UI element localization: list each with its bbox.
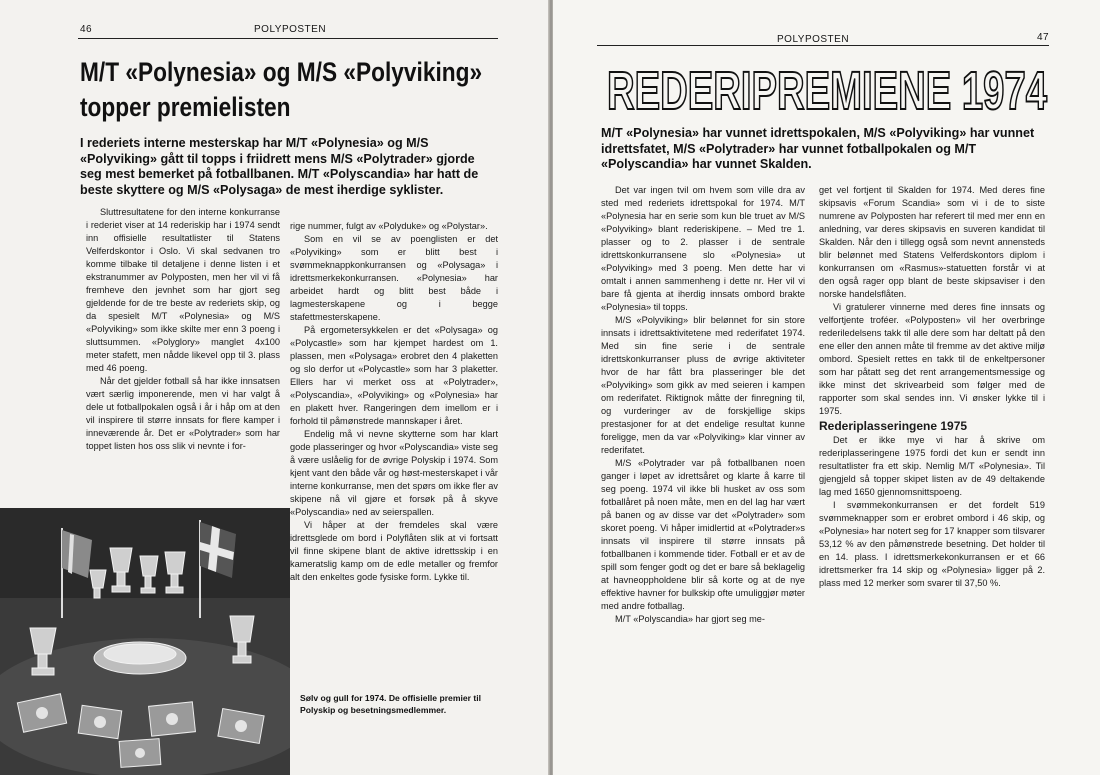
running-head-right: POLYPOSTEN (777, 34, 850, 45)
paragraph: rige nummer, fulgt av «Polyduke» og «Polystar». (290, 221, 488, 231)
header-rule-right (597, 45, 1049, 46)
masthead-svg (604, 63, 1050, 115)
paragraph: I svømmekonkurransen er det fordelt 519 svømmeknapper som er erobret ombord i 46 skip, og «Polynesia» har notert seg for 17 knapper som tilsvarer 53,12 % av den påmønstrede besetning. Det holder til en 14. plass. I idrettsmerkekonkurransen er et 66 idrettsmerker fra 14 skip og «Polynesia» ligger på 2. plass med 12 merker som svarer til 37,50 %. (819, 500, 1045, 588)
paragraph: M/S «Polyviking» blir belønnet for sin store innsats i idrettsaktivitetene med rederifatet 1974. Med sin fine serie i de sentrale idrettskonkurranser pluss de øvrige aktiviteter hvor de har fått bra plasseringer ble det «Polyviking» som gikk av med seieren i kampen om rederifatet. Riktignok måtte der finregning til, og vurderinger av de forskjellige skips prestasjoner for at det endelige resultat kunne foreligge, men da var «Polyviking» klar vinner av rederifatet. (601, 315, 805, 455)
trophies-illustration (0, 508, 290, 775)
paragraph: Vi gratulerer vinnerne med deres fine innsats og velfortjente troféer. «Polyposten» vil her overbringe rederiledelsens takk til alle dere som har deltatt på den ene eller den annen måte til fremme av det aktive miljø ombord. Spesielt rettes en takk til de enkeltpersoner som har påtatt seg det rent arrangementsmessige og ikke minst det skrivearbeid som følger med de rapporter som skal sendes inn. Vi ønsker lykke til i 1975. (819, 302, 1045, 416)
paragraph: Det er ikke mye vi har å skrive om rederiplasseringene 1975 fordi det kun er sendt inn resultatlister fra ett skip. Nemlig M/T «Polynesia». Til gjengjeld så topper skipet listen av de 49 deltakende lag med 1650 gjennomsnittspoeng. (819, 435, 1045, 497)
article-lead: I rederiets interne mesterskap har M/T «Polynesia» og M/S «Polyviking» gått til topps i friidrett mens M/S «Polytrader» gjorde seg mest bemerket på fotballbanen. M/T «Polyscandia» har hatt de beste skyttere og M/S «Polysaga» de mest iherdige syklister. (80, 136, 479, 197)
article-headline-line2: topper premielisten (80, 92, 291, 122)
right-column-2 (819, 184, 1045, 590)
right-column-1 (601, 184, 805, 626)
masthead-text: REDERIPREMIENE 1974 (607, 63, 1047, 115)
page-number-right: 47 (1037, 32, 1050, 43)
left-column-2 (290, 220, 498, 584)
paragraph: M/T «Polyscandia» har gjort seg me- (615, 614, 765, 624)
article-headline-line1: M/T «Polynesia» og M/S «Polyviking» (80, 57, 483, 87)
left-column-1 (86, 206, 280, 453)
page-number-left: 46 (80, 24, 93, 35)
trophies-photo (0, 508, 290, 775)
header-rule-left (78, 38, 498, 39)
paragraph: Når det gjelder fotball så har ikke innsatsen vært særlig imponerende, men vi har valgt å dele ut fotballpokalen også i år i håp om at den vil inspirere til større innsats for flere kamper i inneværende år. Det er «Polytrader» som har toppet listen hos oss slik vi nevnte i for- (86, 376, 280, 451)
paragraph: Vi håper at der fremdeles skal være idrettsglede om bord i Polyflåten slik at vi fortsatt vil finne skipene blant de aktive idrettsskip i en kameratslig kamp om de edle metaller og fremfor alt den enkeltes gode fysiske form. Lykke til. (290, 520, 498, 582)
paragraph: get vel fortjent til Skalden for 1974. Med deres fine skipsavis «Forum Scandia» som vi i de to siste numrene av Polyposten har referert til med mer enn en anledning, var deres skipsavis en suveren kandidat til Skalden. Når den i tillegg også som nevnt annensteds blir belønnet med Statens Velferdskontors diplom i konkurransen om «Rasmus»-statuetten forstår vi at den også rager opp blant de beste skipsaviser i den norske handelsflåten. (819, 185, 1045, 299)
section-subheading: Rederiplasseringene 1975 (819, 419, 968, 433)
paragraph: Endelig må vi nevne skytterne som har klart gode plasseringer og hvor «Polyscandia» viste seg å være uslåelig for de øvrige Polyskip i 1974. Som kjent vant den både vår og høst-mesterskapet i vår interne konkurranse, men det spørs om ikke fler av skipene nå vil gjøre et forsøk på å skyve «Polyscandia» ned av seierspallen. (290, 429, 498, 517)
right-page (553, 0, 1100, 775)
running-head-left: POLYPOSTEN (254, 24, 327, 35)
paragraph: Som en vil se av poenglisten er det «Polyviking» som er blitt best i svømmeknappkonkurransen og «Polysaga» i idrettsmerkekonkurransen. «Polynesia» har arbeidet hardt og blitt best både i lagmesterskapene og i begge stafettmesterskapene. (290, 234, 498, 322)
right-lead: M/T «Polynesia» har vunnet idrettspokalen, M/S «Polyviking» har vunnet idrettsfatet, M/S «Polytrader» har vunnet fotballpokalen og M/T «Polyscandia» har vunnet Skalden. (601, 126, 1035, 172)
paragraph: Det var ingen tvil om hvem som ville dra av sted med rederiets idrettspokal for 1974. M/T «Polynesia har en serie som kun ble truet av M/S «Polyviking» blant rederiskipene. – Med tre 1. plasser og to 2. plasser i de sentrale idrettskonkurransene slo «Polynesia» ut «Polyviking» med 3 poeng. Men dette har vi omtalt i annen sammenheng i dette nr. Her vil vi bare få gjenta at iherdig innsats ombord brakte «Polynesia» til topps. (601, 185, 805, 312)
masthead-title (604, 63, 1050, 115)
paragraph: På ergometersykkelen er det «Polysaga» og «Polycastle» som har kjempet hardest om 1. plassen, men «Polysaga» erobret den 4 plaketten og slo derfor ut «Polycastle» som har 3 plaketter. Ellers har vi merket oss at «Polytrader», «Polyscandia», «Polyviking» og «Polynesia» har en plakett hver. Rangeringen dem imellom er i forhold til påmønstrede mannskaper i året. (290, 325, 498, 426)
paragraph: Sluttresultatene for den interne konkurranse i rederiet viser at 14 rederiskip har i 1974 sendt inn offisielle resultatlister til Statens Velferdskontor i Oslo. Vi skal sedvanen tro komme tilbake til detaljene i denne listen i et ekstranummer av Polyposten, men her vil vi få fremheve den jevnhet som har gjort seg gjeldende for de tre beste av rederiets skip, og da spesielt M/T «Polynesia» og M/S «Polyviking» som ikke skilte mer enn 3 poeng i sluttsummen. «Polyglory» manglet 4x100 meter stafett, men nådde likevel opp til 3. plass med 46 poeng. (86, 207, 280, 373)
paragraph: M/S «Polytrader var på fotballbanen noen ganger i løpet av idrettsåret og klarte å karre til seg poeng. 1974 vil ikke bli husket av oss som fotballåret på noen måte, men en del lag har vært på banen og av disse var det «Polytrader» som skoret poeng. Vi håper imidlertid at «Polytrader»s innsats vil inspirere til større innsats på fotballbanen i kommende tider. Fotball er et av de spill som fenger godt og det er bare så beklagelig at havneoppholdene blir så korte og at de nye effektive havner for bulkskip ofte umuliggjør møter med andre fotballag. (601, 458, 805, 611)
photo-caption: Sølv og gull for 1974. De offisielle premier til Polyskip og besetningsmedlemmer. (300, 693, 481, 715)
